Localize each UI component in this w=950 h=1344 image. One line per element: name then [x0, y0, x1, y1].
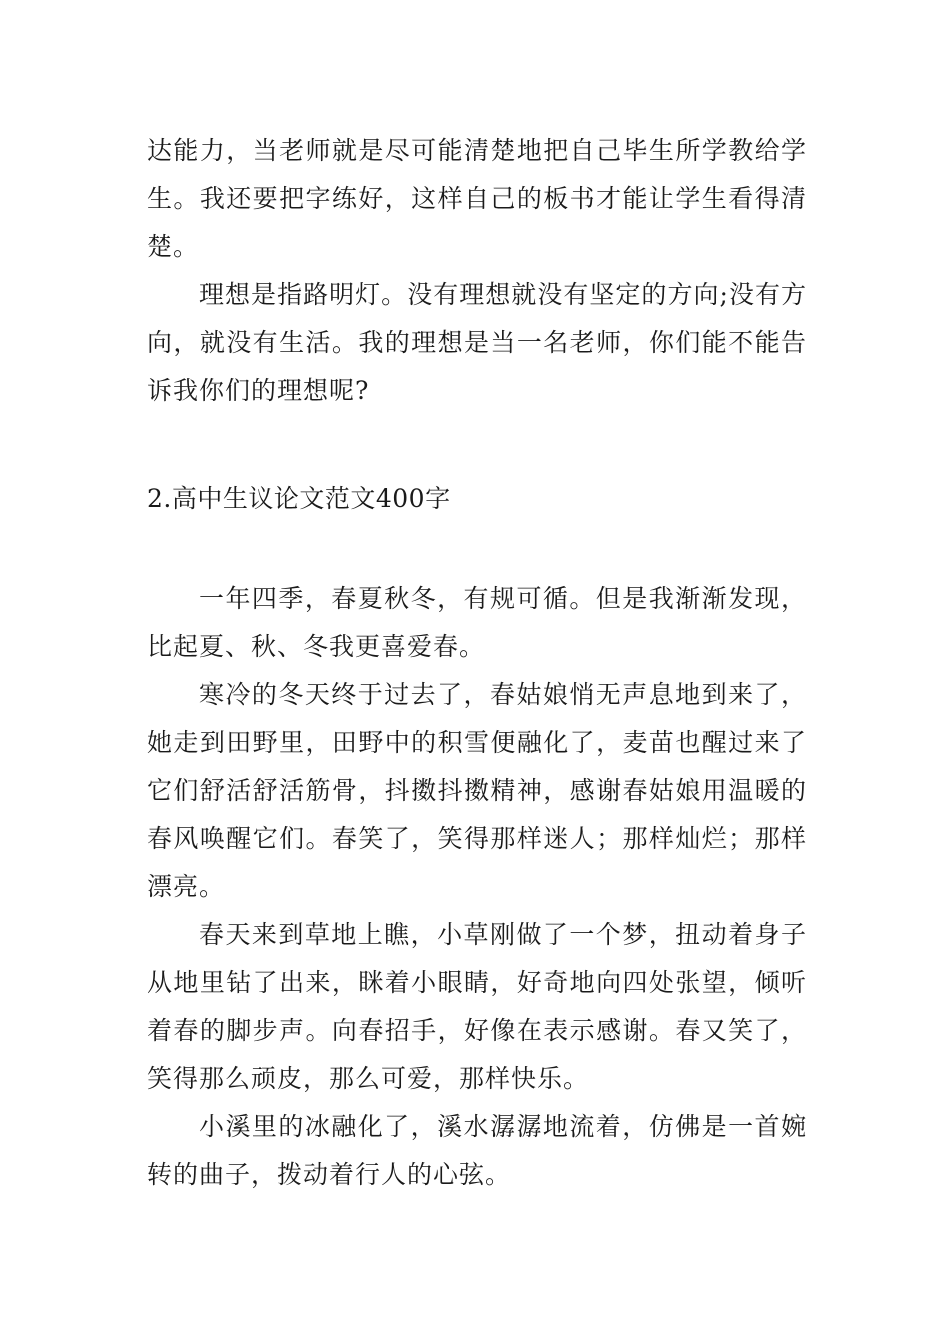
- essay-1-body: [147, 127, 807, 415]
- essay-2-body: [147, 575, 807, 1199]
- paragraph-2: 理想是指路明灯。没有理想就没有坚定的方向;没有方向，就没有生活。我的理想是当一名老师，你们能不能告诉我你们的理想呢?: [147, 280, 807, 405]
- paragraph-4: 寒冷的冬天终于过去了，春姑娘悄无声息地到来了，她走到田野里，田野中的积雪便融化了，麦苗也醒过来了它们舒活舒活筋骨，抖擞抖擞精神，感谢春姑娘用温暖的春风唤醒它们。春笑了，笑得那样迷人；那样灿烂；那样漂亮。: [147, 680, 807, 901]
- paragraph-5: 春天来到草地上瞧，小草刚做了一个梦，扭动着身子从地里钻了出来，眯着小眼睛，好奇地向四处张望，倾听着春的脚步声。向春招手，好像在表示感谢。春又笑了，笑得那么顽皮，那么可爱，那样快乐。: [147, 920, 807, 1093]
- section-heading: 2.高中生议论文范文400字: [147, 484, 451, 513]
- paragraph-6: 小溪里的冰融化了，溪水潺潺地流着，仿佛是一首婉转的曲子，拨动着行人的心弦。: [147, 1112, 807, 1189]
- paragraph-3: 一年四季，春夏秋冬，有规可循。但是我渐渐发现，比起夏、秋、冬我更喜爱春。: [147, 584, 807, 661]
- paragraph-1: 达能力，当老师就是尽可能清楚地把自己毕生所学教给学生。我还要把字练好，这样自己的板书才能让学生看得清楚。: [147, 136, 807, 261]
